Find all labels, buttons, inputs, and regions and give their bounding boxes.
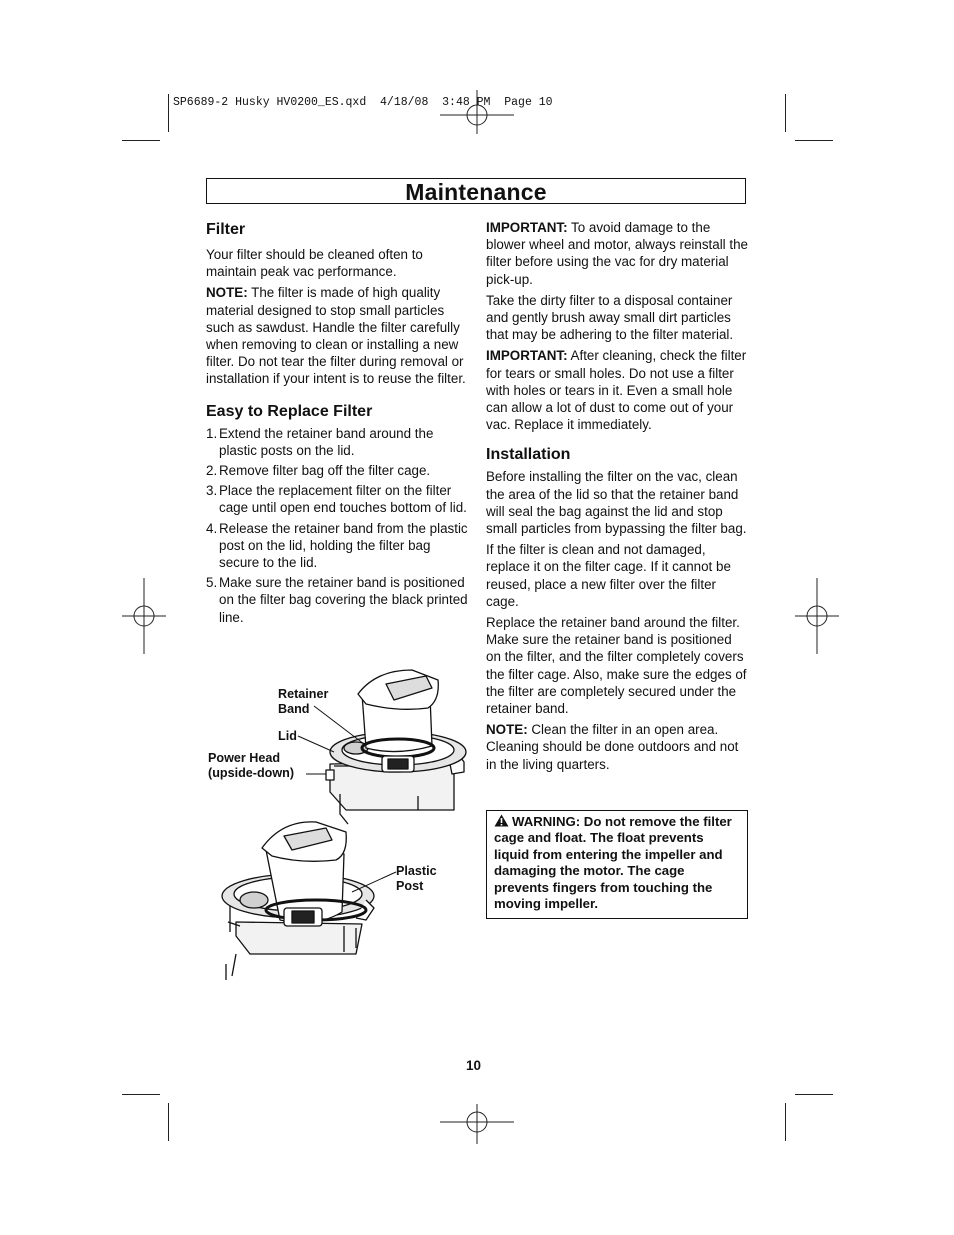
page-title: Maintenance <box>405 179 547 205</box>
step-number: 3. <box>206 483 218 499</box>
step-text: Release the retainer band from the plastic post on the lid, holding the filter bag secure to the lid. <box>219 520 468 571</box>
list-item <box>206 425 468 459</box>
replace-steps-list <box>206 425 468 626</box>
registration-mark-top <box>440 90 514 134</box>
filter-heading: Filter <box>206 221 246 238</box>
registration-mark-left <box>122 578 166 654</box>
installation-paragraph-1: Before installing the filter on the vac, clean the area of the lid so that the retainer band will seal the bag against the lid and stop small particles from bypassing the filter bag. <box>486 469 747 537</box>
registration-mark-bottom <box>440 1104 514 1144</box>
registration-mark-right <box>795 578 839 654</box>
printer-slug: SP6689-2 Husky HV0200_ES.qxd 4/18/08 3:48 PM Page 10 <box>173 96 553 109</box>
installation-heading: Installation <box>486 446 571 464</box>
installation-paragraph-3: Replace the retainer band around the filter. Make sure the retainer band is positioned on the filter, and the filter completely covers the filter cage. Also, make sure the edges of the filter are completely secured under the retainer band. <box>486 615 747 717</box>
list-item <box>206 462 468 479</box>
important-label: IMPORTANT: <box>486 220 568 235</box>
power-head-label: Power Head (upside-down) <box>208 751 295 780</box>
list-item <box>206 574 468 626</box>
warning-triangle-icon <box>494 814 509 827</box>
lid-label: Lid <box>278 729 297 743</box>
note-text: The filter is made of high quality material designed to stop small particles such as sawdust. Handle the filter carefully when removing to clean or installing a new filter. Do not tear the filter during removal or installation if your intent is to reuse the filter. <box>206 285 466 387</box>
crop-mark-top-left-v <box>168 94 169 132</box>
crop-mark-top-left-h <box>122 140 160 141</box>
important-paragraph-1 <box>486 219 750 288</box>
step-text: Make sure the retainer band is positioned on the filter bag covering the black printed line. <box>219 575 468 625</box>
page-number: 10 <box>466 1058 482 1073</box>
right-column <box>486 219 750 777</box>
step-number: 1. <box>206 425 218 441</box>
step-text: Extend the retainer band around the plastic posts on the lid. <box>219 425 434 458</box>
crop-mark-top-right-h <box>795 140 833 141</box>
note-label: NOTE: <box>486 722 528 738</box>
step-number: 4. <box>206 520 218 536</box>
list-item <box>206 482 468 516</box>
note-label: NOTE: <box>206 285 248 301</box>
important-label: IMPORTANT: <box>486 348 568 364</box>
page-title-box <box>206 178 746 204</box>
warning-text: WARNING: Do not remove the filter cage and float. The float prevents liquid from entering the impeller and damaging the motor. The cage prevents fingers from touching the moving impeller. <box>494 814 732 912</box>
list-item <box>206 520 468 572</box>
cleaning-note <box>486 721 750 773</box>
plastic-post-label: Plastic Post <box>396 864 437 893</box>
filter-intro: Your filter should be cleaned often to maintain peak vac performance. <box>206 247 423 280</box>
important-text: After cleaning, check the filter for tears or small holes. Do not use a filter with holes or tears in it. Even a small hole can allow a lot of dust to come out of your vac. Replace it immediately. <box>486 348 747 433</box>
easy-replace-heading: Easy to Replace Filter <box>206 402 373 420</box>
important-text: To avoid damage to the blower wheel and motor, always reinstall the filter before using the vac for dry material pick-up. <box>486 220 748 287</box>
note-text: Clean the filter in an open area. Cleaning should be done outdoors and not in the living quarters. <box>486 722 739 772</box>
installation-paragraph-2: If the filter is clean and not damaged, replace it on the filter cage. If it cannot be reused, place a new filter over the filter cage. <box>486 542 731 609</box>
important-paragraph-2 <box>486 347 750 433</box>
vacuum-filter-drawing <box>206 664 476 982</box>
left-column <box>206 220 468 629</box>
crop-mark-top-right-v <box>785 94 786 132</box>
step-number: 5. <box>206 575 218 591</box>
retainer-band-label: Retainer Band <box>278 687 329 716</box>
crop-mark-bottom-right-v <box>785 1103 786 1141</box>
step-number: 2. <box>206 463 218 479</box>
filter-replacement-illustration <box>206 664 476 982</box>
step-text: Place the replacement filter on the filter cage until open end touches bottom of lid. <box>219 483 467 516</box>
filter-note <box>206 284 468 387</box>
crop-mark-bottom-left-h <box>122 1094 160 1095</box>
step-text: Remove filter bag off the filter cage. <box>219 463 431 479</box>
warning-box <box>486 810 748 919</box>
dirty-filter-paragraph: Take the dirty filter to a disposal container and gently brush away small dirt particles that may be adhering to the filter material. <box>486 292 734 343</box>
crop-mark-bottom-right-h <box>795 1094 833 1095</box>
crop-mark-bottom-left-v <box>168 1103 169 1141</box>
